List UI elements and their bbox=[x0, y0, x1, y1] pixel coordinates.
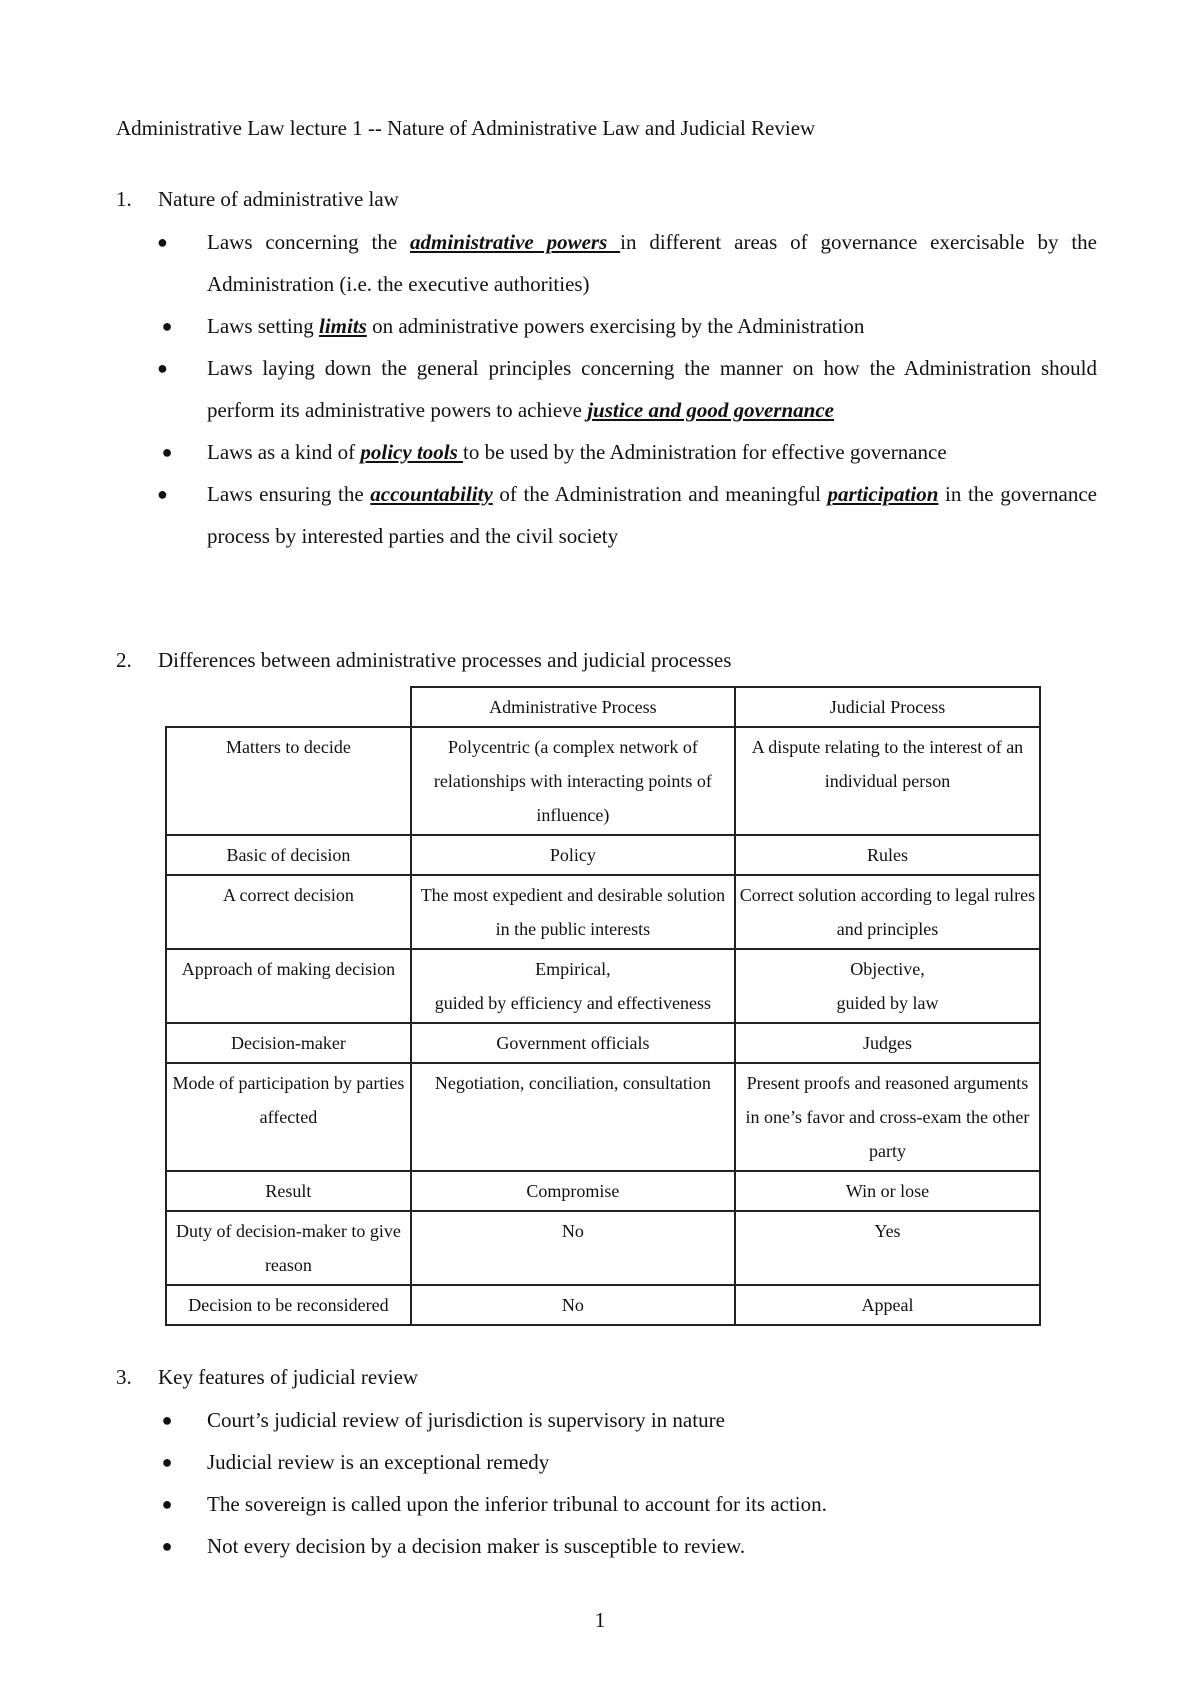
table-row bbox=[166, 1063, 1040, 1171]
bullet-icon: ● bbox=[157, 358, 168, 378]
row-label: Decision to be reconsidered bbox=[166, 1285, 411, 1325]
emphasis: limits bbox=[318, 314, 367, 338]
row-label: Result bbox=[166, 1171, 411, 1211]
emphasis: participation bbox=[827, 482, 939, 506]
table-row bbox=[166, 727, 1040, 835]
section-2-number: 2. bbox=[116, 648, 132, 672]
table-row bbox=[166, 1023, 1040, 1063]
page-title: Administrative Law lecture 1 -- Nature of Administrative Law and Judicial Review bbox=[116, 116, 816, 140]
list-item: ● Laws setting limits on administrative powers exercising by the Administration bbox=[157, 305, 1097, 347]
admin-cell: No bbox=[411, 1285, 735, 1325]
admin-cell: No bbox=[411, 1211, 735, 1285]
list-item: ● Judicial review is an exceptional remedy bbox=[157, 1441, 1097, 1483]
list-item: ● Laws ensuring the accountability of the Administration and meaningful participation in the governance process by interested parties and the civil society bbox=[157, 473, 1097, 557]
bullet-icon: ● bbox=[157, 232, 168, 252]
row-label: A correct decision bbox=[166, 875, 411, 949]
section-2-title: Differences between administrative processes and judicial processes bbox=[158, 648, 732, 672]
judicial-cell: Judges bbox=[735, 1023, 1040, 1063]
section-3-number: 3. bbox=[116, 1365, 132, 1389]
judicial-cell: Present proofs and reasoned arguments in one’s favor and cross-exam the other party bbox=[735, 1063, 1040, 1171]
section-3-bullets bbox=[157, 1399, 1097, 1567]
emphasis: justice and good governance bbox=[587, 398, 834, 422]
emphasis: administrative powers bbox=[410, 230, 621, 254]
comparison-table bbox=[165, 686, 1041, 1326]
list-item: ● Laws as a kind of policy tools to be used by the Administration for effective governance bbox=[157, 431, 1097, 473]
bullet-icon: ● bbox=[157, 484, 168, 504]
admin-cell: Government officials bbox=[411, 1023, 735, 1063]
judicial-cell: Objective, guided by law bbox=[735, 949, 1040, 1023]
section-3-heading bbox=[116, 1365, 418, 1390]
list-item: ● Court’s judicial review of jurisdiction is supervisory in nature bbox=[157, 1399, 1097, 1441]
bullet-icon: ● bbox=[161, 442, 173, 462]
judicial-cell: Yes bbox=[735, 1211, 1040, 1285]
admin-cell: Polycentric (a complex network of relationships with interacting points of influence) bbox=[411, 727, 735, 835]
table-row bbox=[166, 835, 1040, 875]
bullet-icon: ● bbox=[161, 1452, 173, 1472]
row-label: Approach of making decision bbox=[166, 949, 411, 1023]
admin-cell: The most expedient and desirable solution in the public interests bbox=[411, 875, 735, 949]
list-item: ● The sovereign is called upon the inferior tribunal to account for its action. bbox=[157, 1483, 1097, 1525]
bullet-icon: ● bbox=[161, 316, 173, 336]
table-row bbox=[166, 1171, 1040, 1211]
judicial-cell: A dispute relating to the interest of an individual person bbox=[735, 727, 1040, 835]
row-label: Duty of decision-maker to give reason bbox=[166, 1211, 411, 1285]
judicial-cell: Rules bbox=[735, 835, 1040, 875]
bullet-icon: ● bbox=[161, 1536, 173, 1556]
table-row bbox=[166, 1285, 1040, 1325]
bullet-icon: ● bbox=[161, 1494, 173, 1514]
section-1-title: Nature of administrative law bbox=[158, 187, 399, 211]
row-label: Mode of participation by parties affected bbox=[166, 1063, 411, 1171]
table-row bbox=[166, 949, 1040, 1023]
section-2-heading bbox=[116, 648, 731, 673]
judicial-cell: Win or lose bbox=[735, 1171, 1040, 1211]
list-item: ● Laws concerning the administrative powers in different areas of governance exercisable by the Administration (i.e. the executive authorities) bbox=[157, 221, 1097, 305]
admin-cell: Negotiation, conciliation, consultation bbox=[411, 1063, 735, 1171]
section-1-bullets bbox=[157, 221, 1097, 557]
page-number: 1 bbox=[594, 1608, 606, 1632]
judicial-cell: Correct solution according to legal rulres and principles bbox=[735, 875, 1040, 949]
table-row bbox=[166, 875, 1040, 949]
table-corner bbox=[166, 687, 411, 727]
emphasis: accountability bbox=[370, 482, 493, 506]
judicial-cell: Appeal bbox=[735, 1285, 1040, 1325]
admin-cell: Compromise bbox=[411, 1171, 735, 1211]
list-item: ● Not every decision by a decision maker is susceptible to review. bbox=[157, 1525, 1097, 1567]
section-3-title: Key features of judicial review bbox=[158, 1365, 419, 1389]
row-label: Matters to decide bbox=[166, 727, 411, 835]
admin-cell: Policy bbox=[411, 835, 735, 875]
row-label: Decision-maker bbox=[166, 1023, 411, 1063]
emphasis: policy tools bbox=[360, 440, 464, 464]
column-header-judicial: Judicial Process bbox=[735, 687, 1040, 727]
table-header-row bbox=[166, 687, 1040, 727]
section-1-number: 1. bbox=[116, 187, 132, 211]
table-row bbox=[166, 1211, 1040, 1285]
row-label: Basic of decision bbox=[166, 835, 411, 875]
section-1-heading bbox=[116, 187, 399, 212]
list-item: ● Laws laying down the general principles concerning the manner on how the Administration should perform its administrative powers to achieve justice and good governance bbox=[157, 347, 1097, 431]
bullet-icon: ● bbox=[161, 1410, 173, 1430]
column-header-administrative: Administrative Process bbox=[411, 687, 735, 727]
admin-cell: Empirical, guided by efficiency and effectiveness bbox=[411, 949, 735, 1023]
